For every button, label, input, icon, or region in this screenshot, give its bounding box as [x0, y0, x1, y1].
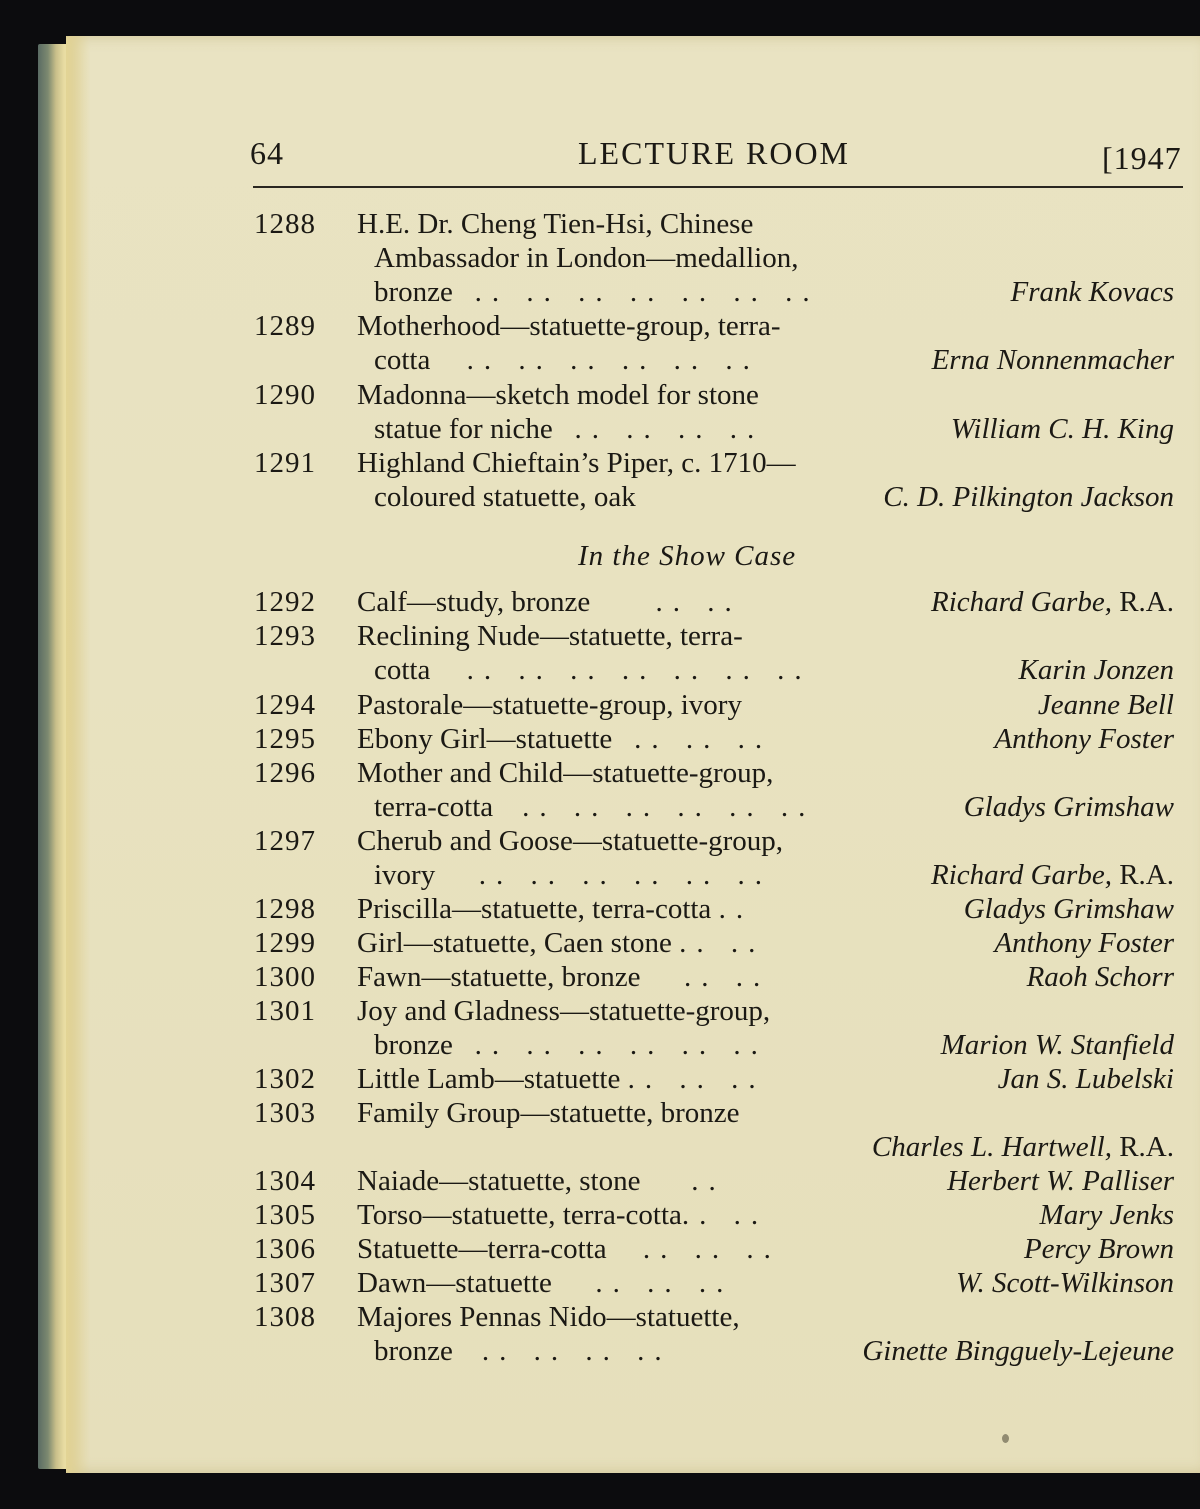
- list-item: [0, 756, 1200, 790]
- entry-number: 1299: [254, 927, 316, 959]
- list-item-continuation: [0, 343, 1200, 377]
- entry-title: Majores Pennas Nido—statuette,: [357, 1301, 740, 1333]
- entry-number: 1308: [254, 1301, 316, 1333]
- list-item-continuation: [0, 1130, 1200, 1164]
- list-item: [0, 207, 1200, 241]
- list-item: [0, 1198, 1200, 1232]
- leader-dots: .. ..: [681, 1199, 769, 1231]
- entry-artist: Anthony Foster: [994, 723, 1174, 755]
- entry-title: Highland Chieftain’s Piper, c. 1710—: [357, 447, 796, 479]
- list-item: [0, 824, 1200, 858]
- entry-title: Cherub and Goose—statuette-group,: [357, 825, 784, 857]
- entry-number: 1292: [254, 586, 316, 618]
- entry-artist: Frank Kovacs: [1010, 276, 1174, 308]
- leader-dots: .. .. .. .. .. ..: [466, 344, 760, 376]
- list-item-continuation: [0, 412, 1200, 446]
- entry-title: Ebony Girl—statuette .. .. ..: [357, 723, 773, 755]
- leader-dots: .. .. ..: [642, 1233, 781, 1265]
- entry-title-line: bronze .. .. .. .. .. .. ..: [374, 276, 820, 308]
- list-item: [0, 619, 1200, 653]
- entry-title-line: terra-cotta .. .. .. .. .. ..: [374, 791, 816, 823]
- entry-title: Dawn—statuette .. .. ..: [357, 1267, 734, 1299]
- entry-title-line: coloured statuette, oak: [374, 481, 636, 513]
- entry-title: Joy and Gladness—statuette-group,: [357, 995, 771, 1027]
- entry-artist: Richard Garbe, R.A.: [931, 859, 1174, 891]
- entry-title: H.E. Dr. Cheng Tien-Hsi, Chinese: [357, 208, 754, 240]
- entry-artist: Karin Jonzen: [1018, 654, 1174, 686]
- entry-number: 1289: [254, 310, 316, 342]
- list-item: [0, 960, 1200, 994]
- leader-dots: .. .. ..: [627, 1063, 766, 1095]
- entry-artist: Richard Garbe, R.A.: [931, 586, 1174, 618]
- entry-number: 1302: [254, 1063, 316, 1095]
- leader-dots: .. .. .. .. .. .. ..: [474, 276, 820, 308]
- entry-title: Madonna—sketch model for stone: [357, 379, 759, 411]
- entry-artist: William C. H. King: [950, 413, 1174, 445]
- entry-title-line: ivory .. .. .. .. .. ..: [374, 859, 772, 891]
- entry-artist: Marion W. Stanfield: [940, 1029, 1174, 1061]
- list-item: [0, 892, 1200, 926]
- entry-artist: Charles L. Hartwell, R.A.: [871, 1131, 1174, 1163]
- entry-number: 1290: [254, 379, 316, 411]
- entry-artist: Mary Jenks: [1039, 1199, 1174, 1231]
- entry-title-line: bronze .. .. .. .. .. ..: [374, 1029, 768, 1061]
- leader-dots: .. .. .. .. .. ..: [522, 791, 816, 823]
- entry-title-line: cotta .. .. .. .. .. ..: [374, 344, 760, 376]
- year-label: [1947: [1102, 140, 1182, 176]
- entry-artist: Herbert W. Palliser: [947, 1165, 1174, 1197]
- entry-title: Statuette—terra-cotta .. .. ..: [357, 1233, 781, 1265]
- entry-title: Pastorale—statuette-group, ivory: [357, 689, 742, 721]
- entry-title-line: statue for niche .. .. .. ..: [374, 413, 765, 445]
- list-item: [0, 1164, 1200, 1198]
- section-heading: In the Show Case: [578, 540, 797, 572]
- list-item: [0, 378, 1200, 412]
- entry-number: 1296: [254, 757, 316, 789]
- entry-artist: Percy Brown: [1023, 1233, 1174, 1265]
- entry-artist: Jan S. Lubelski: [997, 1063, 1174, 1095]
- list-item: [0, 446, 1200, 480]
- entry-number: 1297: [254, 825, 316, 857]
- entry-number: 1304: [254, 1165, 316, 1197]
- list-item: [0, 688, 1200, 722]
- list-item-continuation: [0, 790, 1200, 824]
- list-item: [0, 1232, 1200, 1266]
- list-item: [0, 722, 1200, 756]
- list-item: [0, 1300, 1200, 1334]
- entry-number: 1293: [254, 620, 316, 652]
- leader-dots: ..: [691, 1165, 726, 1197]
- entry-title: Little Lamb—statuette .. .. ..: [357, 1063, 766, 1095]
- list-item-continuation: [0, 858, 1200, 892]
- entry-number: 1298: [254, 893, 316, 925]
- page-number: 64: [250, 135, 284, 171]
- entry-number: 1305: [254, 1199, 316, 1231]
- entry-artist: Jeanne Bell: [1037, 689, 1174, 721]
- entry-number: 1288: [254, 208, 316, 240]
- entry-title: Mother and Child—statuette-group,: [357, 757, 774, 789]
- entry-title: Girl—statuette, Caen stone .. ..: [357, 927, 766, 959]
- entry-title: Fawn—statuette, bronze .. ..: [357, 961, 771, 993]
- entry-number: 1307: [254, 1267, 316, 1299]
- leader-dots: .. ..: [683, 961, 771, 993]
- list-item: [0, 926, 1200, 960]
- entry-artist: Gladys Grimshaw: [963, 893, 1174, 925]
- entry-title-line: bronze .. .. .. ..: [374, 1335, 672, 1367]
- entry-number: 1295: [254, 723, 316, 755]
- list-item-continuation: [0, 653, 1200, 687]
- leader-dots: ..: [718, 893, 754, 925]
- list-item-continuation: [0, 1334, 1200, 1368]
- list-item: [0, 1266, 1200, 1300]
- leader-dots: .. .. .. ..: [481, 1335, 672, 1367]
- entry-artist: Ginette Bingguely-Lejeune: [862, 1335, 1174, 1367]
- entry-title-line: cotta .. .. .. .. .. .. ..: [374, 654, 812, 686]
- running-title: LECTURE ROOM: [578, 135, 850, 171]
- list-item: [0, 585, 1200, 619]
- leader-dots: .. ..: [679, 927, 766, 959]
- entry-title: Torso—statuette, terra-cotta.. ..: [357, 1199, 769, 1231]
- list-item-continuation: [0, 1028, 1200, 1062]
- leader-dots: .. .. .. .. .. .. ..: [466, 654, 812, 686]
- leader-dots: .. ..: [655, 586, 742, 618]
- entry-title-line: Ambassador in London—medallion,: [374, 242, 799, 274]
- list-item: [0, 994, 1200, 1028]
- entry-title: Naiade—statuette, stone ..: [357, 1165, 726, 1197]
- entry-artist: Raoh Schorr: [1026, 961, 1174, 993]
- list-item-continuation: [0, 480, 1200, 514]
- list-item-continuation: [0, 241, 1200, 275]
- entry-artist: W. Scott-Wilkinson: [955, 1267, 1174, 1299]
- leader-dots: .. .. .. .. .. ..: [478, 859, 772, 891]
- list-item-continuation: [0, 275, 1200, 309]
- entry-artist: Gladys Grimshaw: [963, 791, 1174, 823]
- entry-title: Reclining Nude—statuette, terra-: [357, 620, 743, 652]
- entry-title: Calf—study, bronze .. ..: [357, 586, 742, 618]
- entry-artist: C. D. Pilkington Jackson: [883, 481, 1174, 513]
- entry-artist: Erna Nonnenmacher: [931, 344, 1174, 376]
- list-item: [0, 1062, 1200, 1096]
- entry-number: 1306: [254, 1233, 316, 1265]
- list-item: [0, 1096, 1200, 1130]
- entry-title: Priscilla—statuette, terra-cotta ..: [357, 893, 754, 925]
- entry-number: 1300: [254, 961, 316, 993]
- list-item: [0, 309, 1200, 343]
- leader-dots: .. .. .. ..: [574, 413, 765, 445]
- entry-title: Family Group—statuette, bronze: [357, 1097, 740, 1129]
- entry-number: 1301: [254, 995, 316, 1027]
- entry-number: 1303: [254, 1097, 316, 1129]
- entry-number: 1294: [254, 689, 316, 721]
- leader-dots: .. .. .. .. .. ..: [474, 1029, 768, 1061]
- entry-title: Motherhood—statuette-group, terra-: [357, 310, 781, 342]
- entry-number: 1291: [254, 447, 316, 479]
- leader-dots: .. .. ..: [634, 723, 773, 755]
- entry-artist: Anthony Foster: [994, 927, 1174, 959]
- ink-spot: [1002, 1434, 1009, 1443]
- leader-dots: .. .. ..: [595, 1267, 734, 1299]
